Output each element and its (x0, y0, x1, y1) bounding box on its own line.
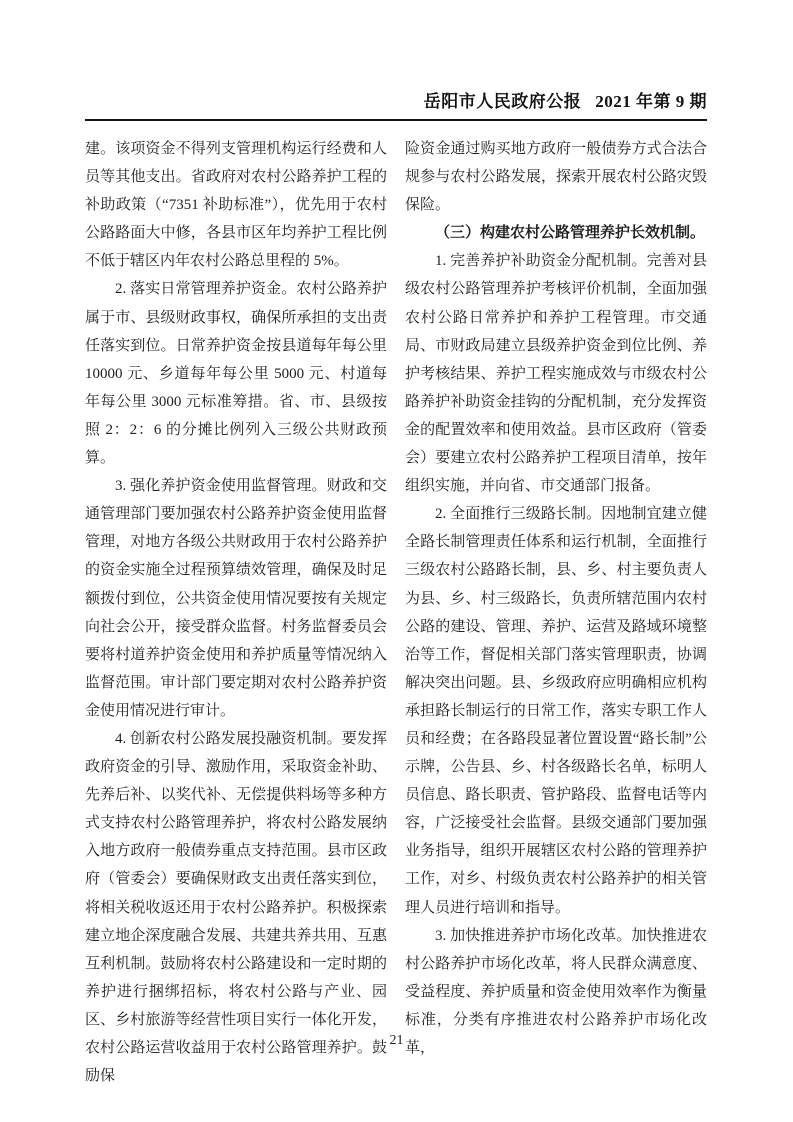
paragraph: 4. 创新农村公路发展投融资机制。要发挥政府资金的引导、激励作用，采取资金补助、先养后补、以奖代补、无偿提供料场等多种方式支持农村公路管理养护，将农村公路发展纳入地方政府一般债券重点支持范围。县市区政府（管委会）要确保财政支出责任落实到位，将相关税收返还用于农村公路养护。积极探索建立地企深度融合发展、共建共养共用、互惠互利机制。鼓励将农村公路建设和一定时期的养护进行捆绑招标，将农村公路与产业、园区、乡村旅游等经营性项目实行一体化开发，农村公路运营收益用于农村公路管理养护。鼓励保 (85, 730, 387, 1085)
section-heading: （三）构建农村公路管理养护长效机制。 (435, 225, 706, 242)
paragraph: 2. 全面推行三级路长制。因地制宜建立健全路长制管理责任体系和运行机制，全面推行三级农村公路路长制，县、乡、村主要负责人为县、乡、村三级路长，负责所辖范围内农村公路的建设、管理、养护、运营及路域环境整治等工作，督促相关部门落实管理职责，协调解决突出问题。县、乡级政府应明确相应机构承担路长制运行的日常工作，落实专职工作人员和经费；在各路段显著位置设置“路长制”公示牌，公告县、乡、村各级路长名单，标明人员信息、路长职责、管护路段、监督电话等内容，广泛接受社会监督。县级交通部门要加强业务指导，组织开展辖区农村公路的管理养护工作，对乡、村级负责农村公路养护的相关管理人员进行培训和指导。 (405, 506, 707, 916)
paragraph-continuation: 险资金通过购买地方政府一般债券方式合法合规参与农村公路发展，探索开展农村公路灾毁保险。 (405, 141, 707, 214)
paragraph: 3. 加快推进养护市场化改革。加快推进农村公路养护市场化改革，将人民群众满意度、受益程度、养护质量和资金使用效率作为衡量标准，分类有序推进农村公路养护市场化改革， (405, 927, 707, 1056)
content-area (85, 92, 707, 1090)
left-column (85, 135, 387, 1090)
paragraph: 3. 强化养护资金使用监督管理。财政和交通管理部门要加强农村公路养护资金使用监督管理，对地方各级公共财政用于农村公路养护的资金实施全过程预算绩效管理，确保及时足额拨付到位，公共资金使用情况要按有关规定向社会公开，接受群众监督。村务监督委员会要将村道养护资金使用和养护质量等情况纳入监督范围。审计部门要定期对农村公路养护资金使用情况进行审计。 (85, 478, 387, 719)
gazette-title: 岳阳市人民政府公报 (423, 92, 582, 111)
paragraph: 2. 落实日常管理养护资金。农村公路养护属于市、县级财政事权，确保所承担的支出责任落实到位。日常养护资金按县道每年每公里 10000 元、乡道每年每公里 5000 元、村道每年每公里 3000 元标准筹措。省、市、县级按照 2：2：6 的分摊比例列入三级公共财政预算。 (85, 281, 387, 467)
document-body (85, 135, 707, 1090)
page-number: 21 (389, 1033, 404, 1048)
right-column (405, 135, 707, 1090)
paragraph: 1. 完善养护补助资金分配机制。完善对县级农村公路管理养护考核评价机制，全面加强农村公路日常养护和养护工程管理。市交通局、市财政局建立县级养护资金到位比例、养护考核结果、养护工程实施成效与市级农村公路养护补助资金挂钩的分配机制，充分发挥资金的配置效率和使用效益。县市区政府（管委会）要建立农村公路养护工程项目清单，按年组织实施，并向省、市交通部门报备。 (405, 253, 707, 495)
gazette-issue: 2021 年第 9 期 (595, 92, 707, 111)
page-header (85, 92, 707, 112)
header-rule (85, 119, 707, 121)
paragraph-continuation: 建。该项资金不得列支管理机构运行经费和人员等其他支出。省政府对农村公路养护工程的补助政策（“7351 补助标准”），优先用于农村公路路面大中修，各县市区年均养护工程比例不低于辖区内年农村公路总里程的 5%。 (85, 141, 387, 270)
